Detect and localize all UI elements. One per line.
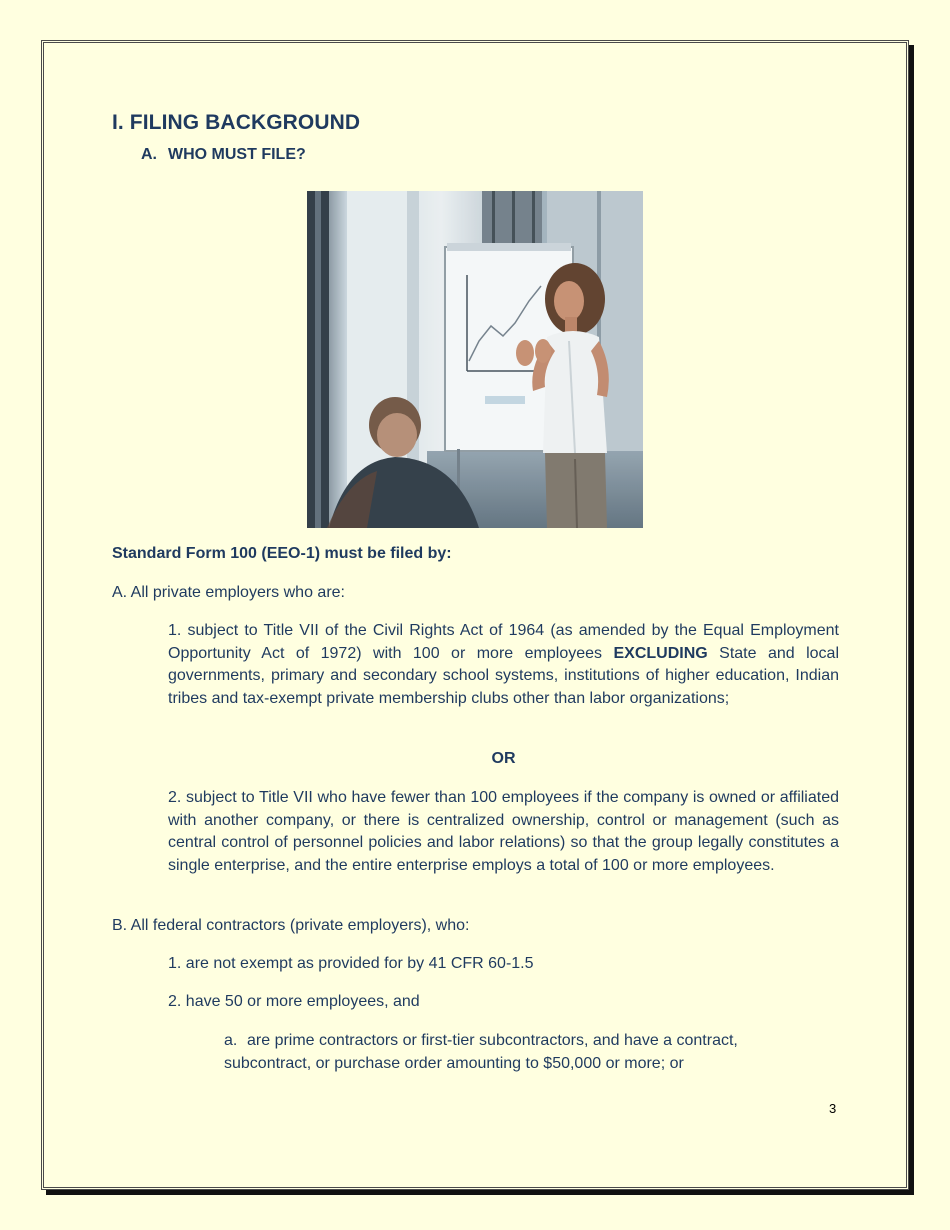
sub-item-a-line-1 — [224, 1030, 839, 1053]
section-heading: I. FILING BACKGROUND — [112, 111, 361, 134]
subsection-heading — [141, 146, 306, 164]
subsection-title: WHO MUST FILE? — [168, 146, 306, 163]
part-a-label: A. All private employers who are: — [112, 584, 345, 601]
sub-item-a-text-1: are prime contractors or first-tier subcontractors, and have a contract, — [247, 1032, 738, 1049]
presentation-photo — [307, 191, 643, 528]
part-a-item-1-text-start: 1. subject to Title VII of the Civil Rights Act of 1964 (as amended by the Equal Employment Opportunity Act of 1972) with 100 or more employees — [168, 622, 839, 662]
page-number: 3 — [829, 1101, 837, 1116]
part-a-item-1 — [168, 620, 839, 710]
part-a-item-2: 2. subject to Title VII who have fewer than 100 employees if the company is owned or affiliated with another company, or there is centralized ownership, control or management (such as central control of personnel policies and labor relations) so that the group legally constitutes a single enterprise, and the entire enterprise employs a total of 100 or more employees. — [168, 789, 839, 874]
part-a-item-1-text-end: State and local governments, primary and secondary school systems, institutions of higher education, Indian tribes and tax-exempt private membership clubs other than labor organizations; — [168, 644, 840, 707]
or-separator: OR — [491, 750, 516, 767]
part-b-label: B. All federal contractors (private employers), who: — [112, 917, 470, 934]
sub-item-letter: a. — [224, 1032, 238, 1049]
excluding-emphasis: EXCLUDING — [613, 644, 708, 662]
sub-item-a-line-2: subcontract, or purchase order amounting to $50,000 or more; or — [224, 1054, 684, 1072]
part-b-item-2: 2. have 50 or more employees, and — [168, 993, 420, 1010]
subsection-number: A. — [141, 146, 157, 163]
part-b-item-1: 1. are not exempt as provided for by 41 CFR 60-1.5 — [168, 955, 534, 972]
form-intro: Standard Form 100 (EEO-1) must be filed by: — [112, 545, 452, 562]
part-b-sub-item-a — [224, 1030, 839, 1075]
